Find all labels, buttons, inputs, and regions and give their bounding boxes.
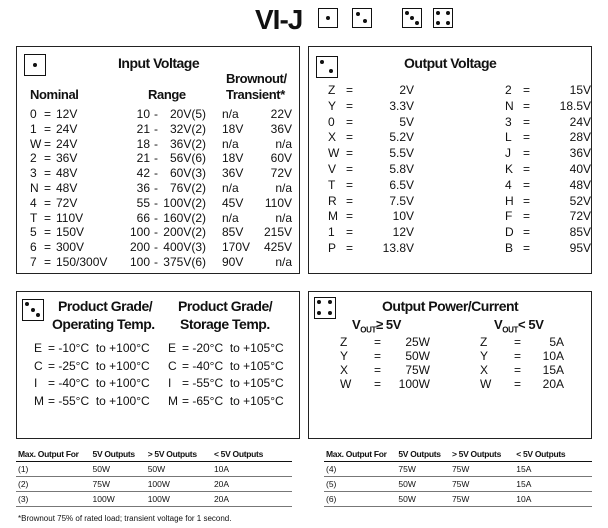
max-output-cell: (6): [324, 492, 396, 507]
output-code: Z: [328, 83, 336, 97]
current-code: Z: [480, 335, 488, 349]
output-voltage-value: 10V: [392, 209, 414, 224]
max-output-table-left: [16, 447, 292, 507]
output-code: 0: [328, 114, 335, 129]
current-value: 5A: [549, 335, 564, 349]
max-output-cell: (1): [16, 462, 91, 477]
range-dash: -: [154, 151, 158, 166]
range-high: 60V(3): [169, 166, 206, 181]
operating-temp-range: = -55°C to +100°C: [48, 393, 150, 408]
max-output-cell: 15A: [514, 477, 592, 492]
die-three-icon: [22, 299, 44, 321]
footnote: *Brownout 75% of rated load; transient voltage for 1 second.: [18, 514, 232, 523]
die-four-icon: [433, 8, 453, 28]
range-dash: -: [154, 195, 158, 210]
output-voltage-value: 5.2V: [389, 130, 414, 145]
transient-value: 215V: [263, 225, 292, 240]
range-dash: -: [154, 240, 158, 255]
max-output-cell: 75W: [450, 477, 514, 492]
output-voltage-value: 24V: [569, 114, 591, 129]
output-voltage-value: 3.3V: [389, 98, 414, 113]
range-high: 100V(2): [163, 195, 206, 210]
range-low: 18: [136, 136, 150, 151]
max-output-row: [16, 462, 292, 477]
equals-sign: =: [346, 225, 354, 240]
output-code: N: [505, 98, 514, 113]
range-low: 21: [136, 121, 150, 136]
brownout-value: 18V: [222, 121, 244, 136]
range-high: 36V(2): [169, 136, 206, 151]
transient-value: n/a: [275, 255, 292, 269]
output-code: J: [505, 146, 511, 161]
product-title: VI-J: [255, 4, 303, 35]
max-output-cell: 100W: [146, 477, 212, 492]
input-code: 2: [30, 151, 37, 166]
equals-sign: =: [346, 83, 354, 97]
output-code: D: [505, 225, 514, 240]
transient-value: 110V: [264, 195, 292, 210]
power-value: 25W: [405, 335, 430, 349]
power-code: Z: [340, 335, 348, 349]
input-nominal: 150V: [56, 225, 85, 240]
transient-value: 425V: [263, 240, 292, 255]
output-voltage-value: 13.8V: [382, 241, 414, 255]
die-one-icon: [24, 54, 46, 76]
range-dash: -: [154, 255, 158, 269]
max-output-cell: 50W: [396, 477, 450, 492]
current-value: 15A: [542, 363, 564, 377]
input-code: 5: [30, 225, 37, 240]
output-voltage-title: Output Voltage: [404, 55, 497, 71]
max-output-cell: 10A: [514, 492, 592, 507]
input-nominal: 24V: [56, 121, 78, 136]
output-voltage-value: 52V: [569, 193, 591, 208]
output-voltage-value: 72V: [569, 209, 591, 224]
transient-value: 36V: [270, 121, 292, 136]
equals-sign: =: [44, 136, 52, 151]
range-high: 200V(2): [163, 225, 206, 240]
power-value: 100W: [398, 377, 430, 391]
transient-value: 72V: [270, 166, 292, 181]
power-code: Y: [340, 349, 349, 363]
col-range: Range: [148, 87, 186, 102]
output-code: T: [328, 177, 336, 192]
max-output-cell: 10A: [212, 462, 292, 477]
current-value: 10A: [542, 349, 564, 363]
input-nominal: 48V: [56, 166, 78, 181]
max-output-row: [324, 477, 592, 492]
power-code: W: [340, 377, 352, 391]
equals-sign: =: [346, 162, 354, 176]
max-output-cell: 50W: [91, 462, 146, 477]
grade-code: C: [34, 358, 43, 373]
output-power-title: Output Power/Current: [382, 298, 519, 314]
output-code: P: [328, 241, 337, 255]
output-code: H: [505, 193, 514, 208]
output-code: X: [328, 130, 337, 145]
range-low: 55: [136, 195, 150, 210]
equals-sign: =: [523, 225, 531, 240]
input-code: 0: [30, 107, 37, 121]
input-code: 3: [30, 166, 37, 181]
storage-temp-range: = -65°C to +105°C: [182, 393, 284, 408]
range-low: 42: [136, 166, 150, 181]
max-output-row: [324, 492, 592, 507]
operating-temp-title-1: Product Grade/: [58, 298, 153, 314]
input-nominal: 36V: [56, 151, 78, 166]
equals-sign: =: [523, 193, 531, 208]
storage-grade-code: I: [168, 376, 172, 390]
max-output-cell: 15A: [514, 462, 592, 477]
output-voltage-value: 15V: [569, 83, 591, 97]
max-output-cell: (3): [16, 492, 91, 507]
max-output-header: 5V Outputs: [91, 447, 146, 462]
equals-sign: =: [374, 349, 382, 363]
brownout-value: 170V: [222, 240, 251, 255]
input-code: 7: [30, 255, 37, 269]
range-low: 66: [136, 210, 150, 225]
output-code: V: [328, 162, 337, 176]
max-output-row: [16, 492, 292, 507]
brownout-value: n/a: [222, 107, 239, 121]
range-low: 10: [136, 107, 150, 121]
input-code: 4: [30, 195, 37, 210]
input-nominal: 72V: [56, 195, 78, 210]
operating-temp-range: = -25°C to +100°C: [48, 358, 150, 373]
max-output-header: > 5V Outputs: [146, 447, 212, 462]
max-output-cell: (4): [324, 462, 396, 477]
output-code: M: [328, 209, 338, 224]
output-voltage-value: 18.5V: [559, 98, 591, 113]
range-dash: -: [154, 136, 158, 151]
max-output-cell: 75W: [396, 462, 450, 477]
output-voltage-value: 95V: [569, 241, 591, 255]
die-three-icon: [402, 8, 422, 28]
max-output-cell: 100W: [146, 492, 212, 507]
power-code: X: [340, 363, 349, 377]
output-code: 2: [505, 83, 512, 97]
equals-sign: =: [44, 181, 52, 195]
equals-sign: =: [523, 98, 531, 113]
equals-sign: =: [44, 107, 52, 121]
current-code: X: [480, 363, 489, 377]
equals-sign: =: [514, 349, 522, 363]
equals-sign: =: [523, 146, 531, 161]
output-code: W: [328, 146, 340, 161]
output-code: B: [505, 241, 514, 255]
output-voltage-value: 5.8V: [389, 162, 414, 176]
equals-sign: =: [346, 193, 354, 208]
brownout-value: n/a: [222, 210, 239, 225]
max-output-cell: 75W: [450, 492, 514, 507]
range-high: 76V(2): [169, 181, 206, 195]
die-one-icon: [318, 8, 338, 28]
equals-sign: =: [44, 151, 52, 166]
equals-sign: =: [44, 225, 52, 240]
col-brownout-2: Transient*: [226, 87, 285, 102]
output-code: 3: [505, 114, 512, 129]
current-code: W: [480, 377, 492, 391]
max-output-header: Max. Output For: [16, 447, 91, 462]
range-high: 56V(6): [169, 151, 206, 166]
brownout-value: 90V: [222, 255, 244, 269]
range-dash: -: [154, 225, 158, 240]
equals-sign: =: [523, 83, 531, 97]
equals-sign: =: [346, 146, 354, 161]
input-nominal: 24V: [56, 136, 78, 151]
storage-temp-range: = -20°C to +105°C: [182, 341, 284, 355]
max-output-header: < 5V Outputs: [212, 447, 292, 462]
equals-sign: =: [44, 121, 52, 136]
range-dash: -: [154, 181, 158, 195]
equals-sign: =: [346, 209, 354, 224]
operating-temp-title-2: Operating Temp.: [52, 316, 155, 332]
output-code: L: [505, 130, 512, 145]
equals-sign: =: [514, 363, 522, 377]
grade-code: I: [34, 376, 38, 390]
storage-grade-code: E: [168, 341, 177, 355]
equals-sign: =: [346, 241, 354, 255]
equals-sign: =: [44, 210, 52, 225]
equals-sign: =: [523, 130, 531, 145]
equals-sign: =: [523, 177, 531, 192]
transient-value: n/a: [275, 210, 292, 225]
col-nominal: Nominal: [30, 87, 79, 102]
transient-value: n/a: [275, 181, 292, 195]
range-dash: -: [154, 107, 158, 121]
output-code: Y: [328, 98, 337, 113]
input-nominal: 12V: [56, 107, 78, 121]
vout-ge-5v-header: $V_{OUT}\ge 5V$: [352, 317, 402, 335]
max-output-cell: 75W: [450, 462, 514, 477]
max-output-row: [16, 477, 292, 492]
input-code: W: [30, 136, 42, 151]
storage-temp-title-2: Storage Temp.: [180, 316, 270, 332]
equals-sign: =: [374, 363, 382, 377]
output-voltage-value: 36V: [569, 146, 591, 161]
equals-sign: =: [374, 377, 382, 391]
max-output-cell: 50W: [396, 492, 450, 507]
equals-sign: =: [44, 166, 52, 181]
equals-sign: =: [346, 98, 354, 113]
current-value: 20A: [542, 377, 564, 391]
range-low: 100: [129, 255, 150, 269]
input-nominal: 48V: [56, 181, 78, 195]
transient-value: 60V: [270, 151, 292, 166]
output-voltage-value: 7.5V: [389, 193, 414, 208]
die-two-icon: [352, 8, 372, 28]
current-code: Y: [480, 349, 489, 363]
output-voltage-value: 6.5V: [389, 177, 414, 192]
range-low: 100: [129, 225, 150, 240]
output-code: K: [505, 162, 514, 176]
output-code: 4: [505, 177, 512, 192]
vout-lt-5v-header: $V_{OUT}< 5V$: [494, 317, 544, 335]
max-output-cell: 75W: [91, 477, 146, 492]
output-voltage-value: 28V: [569, 130, 591, 145]
input-nominal: 110V: [56, 210, 84, 225]
power-value: 75W: [405, 363, 430, 377]
equals-sign: =: [44, 255, 52, 269]
transient-value: 22V: [270, 107, 292, 121]
output-voltage-value: 48V: [569, 177, 591, 192]
output-code: 1: [328, 225, 335, 240]
range-low: 36: [136, 181, 150, 195]
die-four-icon: [314, 297, 336, 319]
max-output-cell: 20A: [212, 477, 292, 492]
die-two-icon: [316, 56, 338, 78]
max-output-header: 5V Outputs: [396, 447, 450, 462]
brownout-value: n/a: [222, 136, 239, 151]
range-dash: -: [154, 210, 158, 225]
range-high: 160V(2): [163, 210, 206, 225]
range-high: 400V(3): [163, 240, 206, 255]
max-output-row: [324, 462, 592, 477]
transient-value: n/a: [275, 136, 292, 151]
equals-sign: =: [44, 195, 52, 210]
storage-temp-range: = -40°C to +105°C: [182, 358, 284, 373]
output-code: R: [328, 193, 337, 208]
range-high: 375V(6): [163, 255, 206, 269]
equals-sign: =: [346, 130, 354, 145]
col-brownout-1: Brownout/: [226, 71, 287, 86]
output-voltage-value: 2V: [399, 83, 414, 97]
storage-temp-title-1: Product Grade/: [178, 298, 273, 314]
output-voltage-value: 40V: [569, 162, 591, 176]
output-voltage-value: 5V: [399, 114, 414, 129]
range-low: 21: [136, 151, 150, 166]
max-output-cell: 50W: [146, 462, 212, 477]
brownout-value: 36V: [222, 166, 244, 181]
input-code: T: [30, 210, 38, 225]
input-voltage-title: Input Voltage: [118, 55, 200, 71]
max-output-cell: (2): [16, 477, 91, 492]
input-nominal: 150/300V: [56, 255, 108, 269]
output-voltage-value: 12V: [392, 225, 414, 240]
brownout-value: n/a: [222, 181, 239, 195]
input-nominal: 300V: [56, 240, 85, 255]
operating-temp-range: = -10°C to +100°C: [48, 341, 150, 355]
equals-sign: =: [514, 335, 522, 349]
brownout-value: 45V: [222, 195, 244, 210]
brownout-value: 85V: [222, 225, 244, 240]
input-code: N: [30, 181, 39, 195]
equals-sign: =: [523, 209, 531, 224]
output-voltage-value: 5.5V: [389, 146, 414, 161]
equals-sign: =: [346, 114, 354, 129]
output-code: F: [505, 209, 513, 224]
max-output-cell: 20A: [212, 492, 292, 507]
max-output-header: < 5V Outputs: [514, 447, 592, 462]
power-value: 50W: [405, 349, 430, 363]
range-high: 20V(5): [169, 107, 206, 121]
equals-sign: =: [514, 377, 522, 391]
range-dash: -: [154, 121, 158, 136]
max-output-table-right: [324, 447, 592, 507]
equals-sign: =: [346, 177, 354, 192]
input-code: 1: [30, 121, 37, 136]
equals-sign: =: [523, 162, 531, 176]
operating-temp-range: = -40°C to +100°C: [48, 376, 150, 390]
brownout-value: 18V: [222, 151, 244, 166]
range-dash: -: [154, 166, 158, 181]
range-high: 32V(2): [169, 121, 206, 136]
equals-sign: =: [523, 241, 531, 255]
range-low: 200: [129, 240, 150, 255]
output-voltage-value: 85V: [569, 225, 591, 240]
grade-code: M: [34, 393, 44, 408]
equals-sign: =: [44, 240, 52, 255]
storage-grade-code: M: [168, 393, 178, 408]
max-output-header: Max. Output For: [324, 447, 396, 462]
equals-sign: =: [374, 335, 382, 349]
input-code: 6: [30, 240, 37, 255]
max-output-cell: 100W: [91, 492, 146, 507]
storage-temp-range: = -55°C to +105°C: [182, 376, 284, 390]
storage-grade-code: C: [168, 358, 177, 373]
equals-sign: =: [523, 114, 531, 129]
max-output-cell: (5): [324, 477, 396, 492]
grade-code: E: [34, 341, 43, 355]
max-output-header: > 5V Outputs: [450, 447, 514, 462]
